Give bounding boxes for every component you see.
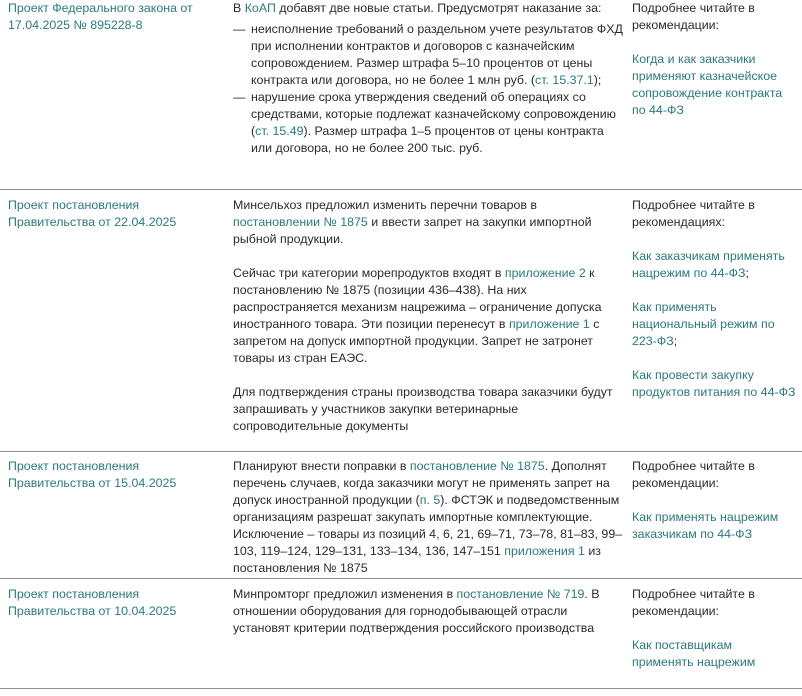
table-row [0, 0, 802, 190]
row-title: Проект Федерального закона от 17.04.2025 № 895228-8 [8, 1, 193, 32]
see-also [632, 586, 797, 671]
see-also-label: Подробнее читайте в рекомендации: [632, 1, 755, 32]
separator: ; [673, 334, 678, 348]
text: добавят две новые статьи. Предусмотрят наказание за: [275, 1, 602, 15]
text: из постановления № 1875 [233, 544, 601, 575]
row-title: Проект постановления Правительства от 10.04.2025 [8, 587, 177, 618]
appendix-link[interactable]: приложения 1 [504, 544, 585, 558]
decree-link[interactable]: постановление № 1875 [409, 459, 545, 473]
row-title: Проект постановления Правительства от 15.04.2025 [8, 459, 177, 490]
text: Минсельхоз предложил изменить перечни товаров в [233, 198, 537, 212]
recommendation-link[interactable] [632, 299, 797, 350]
decree-link[interactable]: постановлении № 1875 [233, 215, 368, 229]
text: ); [593, 73, 602, 87]
list-item [233, 21, 625, 89]
koap-link[interactable]: КоАП [244, 1, 276, 15]
paragraph [233, 0, 625, 17]
recommendation-link[interactable]: Когда и как заказчики применяют казначейское сопровождение контракта по 44-ФЗ [632, 52, 783, 117]
text: и ввести запрет на закупки импортной рыбной продукции. [233, 215, 592, 246]
link-text[interactable]: Как заказчикам применять нацрежим по 44-ФЗ [632, 249, 785, 280]
recommendation-link[interactable]: Как провести закупку продуктов питания по 44-ФЗ [632, 368, 796, 399]
separator: ; [745, 266, 749, 280]
paragraph [233, 458, 625, 577]
paragraph [233, 586, 625, 637]
appendix-link[interactable]: приложение 1 [508, 317, 590, 331]
text: нарушение срока утверждения сведений об операциях со средствами, которые подлежат казначейскому сопровождению ( [251, 90, 616, 138]
text: В [233, 1, 245, 15]
text: с запретом на допуск импортной продукции. Запрет не затронет товары из стран ЕАЭС. [233, 317, 600, 365]
row-description [233, 197, 625, 435]
article-link[interactable]: ст. 15.37.1 [535, 73, 594, 87]
decree-link[interactable]: постановление № 719 [456, 587, 585, 601]
text: неисполнение требований о раздельном учете результатов ФХД при исполнении контрактов и договоров с казначейским сопровождением. Размер штрафа 5–10 процентов от цены контракта или договора, но не более 1 млн руб. ( [251, 22, 623, 87]
appendix-link[interactable]: приложение 2 [504, 266, 586, 280]
recommendation-link[interactable]: Как поставщикам применять нацрежим [632, 638, 756, 669]
recommendation-link[interactable] [632, 248, 797, 282]
text: ). Размер штрафа 1–5 процентов от цены контракта или договора, но не более 200 тыс. руб. [251, 124, 604, 155]
row-description [233, 458, 625, 577]
see-also-label: Подробнее читайте в рекомендации: [632, 459, 755, 490]
text: . Дополнят перечень случаев, когда заказчики могут не применять запрет на допуск иностранной продукции ( [233, 459, 610, 507]
row-title: Проект постановления Правительства от 22.04.2025 [8, 198, 177, 229]
text: ). ФСТЭК и подведомственным организациям разрешат закупать импортные комплектующие. Исключение – товары из позиций 4, 6, 21, 69–71, 73–78, 81–83, 99–103, 119–124, 129–131, 133–134, 136, 147–151 [233, 493, 623, 558]
see-also [632, 197, 797, 401]
article-link[interactable]: ст. 15.49 [255, 124, 304, 138]
see-also [632, 458, 797, 543]
table-row [0, 579, 802, 689]
see-also-label: Подробнее читайте в рекомендации: [632, 587, 755, 618]
see-also-label: Подробнее читайте в рекомендациях: [632, 198, 755, 229]
text: Минпромторг предложил изменения в [233, 587, 457, 601]
list [233, 21, 625, 157]
recommendation-link[interactable]: Как применять нацрежим заказчикам по 44-ФЗ [632, 510, 779, 541]
text: к постановлению № 1875 (позиции 436–438). На них распространяется механизм нацрежима – ограничение допуска иностранного товара. Эти позиции перенесут в [233, 266, 602, 331]
clause-link[interactable]: п. 5 [419, 493, 441, 507]
paragraph [233, 197, 625, 248]
table-row [0, 190, 802, 452]
paragraph: Для подтверждения страны производства товара заказчики будут запрашивать у участников закупки ветеринарные сопроводительные документы [233, 385, 613, 433]
row-description [233, 586, 625, 637]
paragraph [233, 265, 625, 367]
row-description [233, 0, 625, 157]
text: Сейчас три категории морепродуктов входят в [233, 266, 505, 280]
list-item [233, 89, 625, 157]
text: Планируют внести поправки в [233, 459, 410, 473]
link-text[interactable]: Как применять национальный режим по 223-ФЗ [632, 300, 775, 348]
see-also [632, 0, 797, 119]
text: . В отношении оборудования для горнодобывающей отрасли установят критерии подтверждения российского производства [233, 587, 600, 635]
table-row [0, 452, 802, 579]
